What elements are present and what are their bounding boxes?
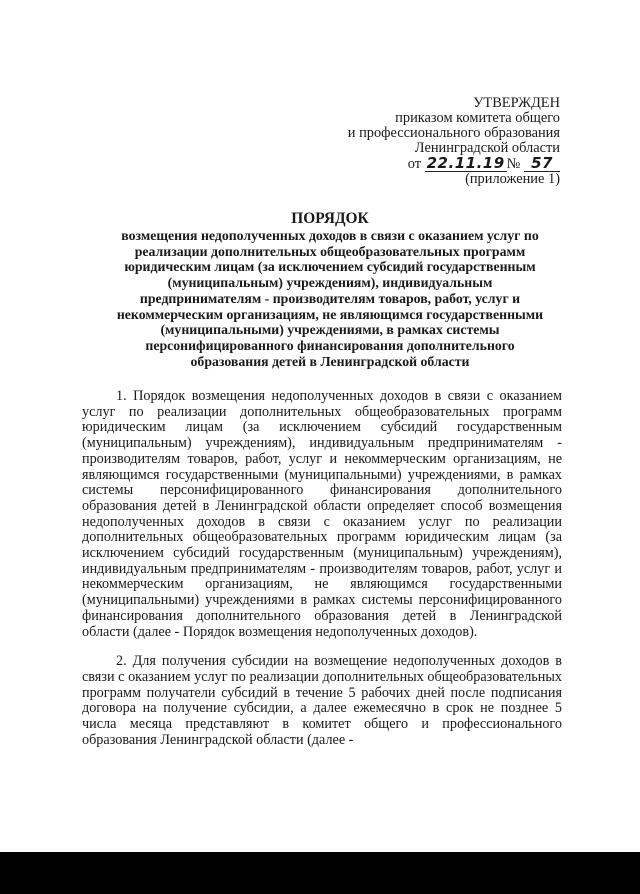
handwritten-number: 57 [524, 156, 560, 172]
approval-date-number-line [300, 156, 560, 172]
subtitle-line: (муниципальными) учреждениями, в рамках системы [160, 322, 500, 338]
approval-heading: УТВЕРЖДЕН [473, 95, 560, 111]
number-sign: № [506, 156, 521, 172]
subtitle-line: образования детей в Ленинградской области [190, 353, 470, 369]
paragraph-1: 1. Порядок возмещения недополученных доходов в связи с оказанием услуг по реализации дополнительных общеобразовательных программ юридическим лицам (за исключением субсидий государственным (муниципальным) учреждениям), индивидуальным предпринимателям - производителям товаров, работ, услуг и некоммерческим организациям, не являющимся государственными (муниципальными) учреждениями, в рамках системы персонифицированного финансирования дополнительного образования детей в Ленинградской области определяет способ возмещения недополученных доходов в связи с оказанием услуг по реализации дополнительных общеобразовательных программ юридическим лицам (за исключением субсидий государственным (муниципальным) учреждениям), индивидуальным предпринимателям - производителям товаров, работ, услуг и некоммерческим организациям, не являющимся государственными (муниципальными) учреждениями в рамках системы персонифицированного финансирования дополнительного образования детей в Ленинградской области (далее - Порядок возмещения недополученных доходов). [82, 388, 562, 640]
document-body [82, 389, 562, 762]
document-subtitle [84, 228, 576, 369]
handwritten-date: 22.11.19 [426, 154, 505, 172]
subtitle-line: персонифицированного финансирования дополнительного [145, 337, 515, 353]
subtitle-line: некоммерческим организациям, не являющимся государственными [116, 306, 544, 322]
approval-line-order: приказом комитета общего [395, 110, 560, 126]
approval-line-region: Ленинградской области [414, 140, 560, 156]
approval-line-committee: и профессионального образования [347, 125, 560, 141]
paragraph-2: 2. Для получения субсидии на возмещение недополученных доходов в связи с оказанием услуг по реализации дополнительных общеобразовательных программ получатели субсидий в течение 5 рабочих дней после подписания договора на получение субсидии, а далее ежемесячно в срок не позднее 5 числа месяца представляют в комитет общего и профессионального образования Ленинградской области (далее - [82, 653, 562, 748]
document-title: ПОРЯДОК [291, 210, 369, 227]
subtitle-line: возмещения недополученных доходов в связи с оказанием услуг по [121, 228, 539, 243]
scan-bottom-band [0, 852, 640, 894]
subtitle-line: (муниципальным) учреждениям), индивидуальным [167, 275, 493, 291]
approval-appendix: (приложение 1) [465, 171, 560, 187]
subtitle-line: предпринимателям - производителям товаров, работ, услуг и [139, 290, 521, 306]
subtitle-line: юридическим лицам (за исключением субсидий государственным [124, 259, 536, 275]
subtitle-line: реализации дополнительных общеобразовательных программ [134, 243, 526, 259]
approval-from-prefix: от [407, 156, 422, 172]
approval-block [300, 96, 560, 187]
